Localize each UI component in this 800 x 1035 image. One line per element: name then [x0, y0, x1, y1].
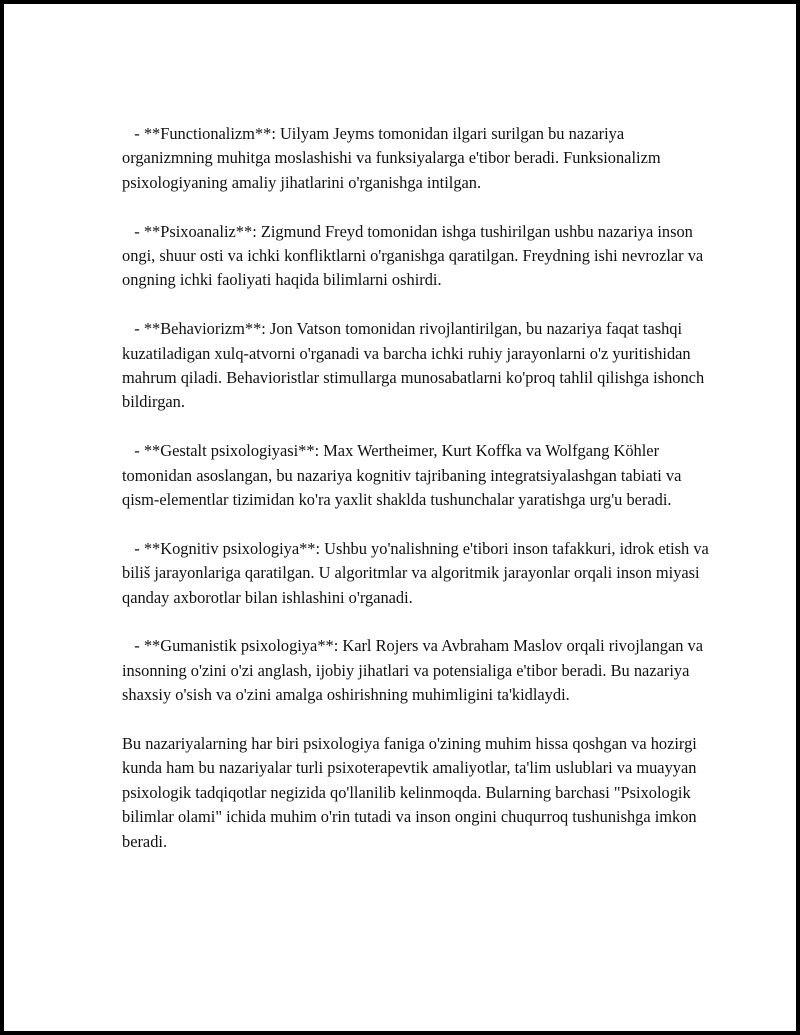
paragraph-functionalizm: - **Functionalizm**: Uilyam Jeyms tomonidan ilgari surilgan bu nazariya organizmning muhitga moslashishi va funksiyalarga e'tibor beradi. Funksionalizm psixologiyaning amaliy jihatlarini o'rganishga intilgan. [122, 124, 665, 192]
paragraph-psixoanaliz: - **Psixoanaliz**: Zigmund Freyd tomonidan ishga tushirilgan ushbu nazariya inson ongi, shuur osti va ichki konfliktlarni o'rganishga qaratilgan. Freydning ishi nevrozlar va ongning ichki faoliyati haqida bilimlarni oshirdi. [122, 221, 708, 290]
paragraph-behaviorizm: - **Behaviorizm**: Jon Vatson tomonidan rivojlantirilgan, bu nazariya faqat tashqi kuzatiladigan xulq-atvorni o'rganadi va barcha ichki ruhiy jarayonlarni o'z yuritishidan mahrum qiladi. Behavioristlar stimullarga munosabatlarni ko'proq tahlil qilishga ishonch bildirgan. [122, 319, 709, 412]
paragraph-kognitiv: - **Kognitiv psixologiya**: Ushbu yo'nalishning e'tibori inson tafakkuri, idrok etish va biliš jarayonlariga qaratilgan. U algoritmlar va algoritmik jarayonlar orqali inson miyasi qanday axborotlar bilan ishlashini o'rganadi. [122, 538, 713, 607]
paragraph-gumanistik: - **Gumanistik psixologiya**: Karl Rojers va Avbraham Maslov orqali rivojlangan va insonning o'zini o'zi anglash, ijobiy jihatlari va potensialiga e'tibor beradi. Bu nazariya shaxsiy o'sish va o'zini amalga oshirishning muhimligini ta'kidlaydi. [122, 636, 708, 705]
paragraph-gestalt: - **Gestalt psixologiyasi**: Max Wertheimer, Kurt Koffka va Wolfgang Köhler tomonidan asoslangan, bu nazariya kognitiv tajribaning integratsiyalashgan tabiati va qism-elementlar tizimidan ko'ra yaxlit shaklda tushunchalar yaratishga urg'u beradi. [122, 441, 686, 510]
paragraph-conclusion: Bu nazariyalarning har biri psixologiya faniga o'zining muhim hissa qoshgan va hozirgi kunda ham bu nazariyalar turli psixoterapevtik amaliyotlar, ta'lim uslublari va muayyan psixologik tadqiqotlar negizida qo'llanilib kelinmoqda. Bularning barchasi "Psixologik bilimlar olami" ichida muhim o'rin tutadi va inson ongini chuqurroq tushunishga imkon beradi. [122, 734, 701, 851]
document-body [122, 122, 712, 854]
